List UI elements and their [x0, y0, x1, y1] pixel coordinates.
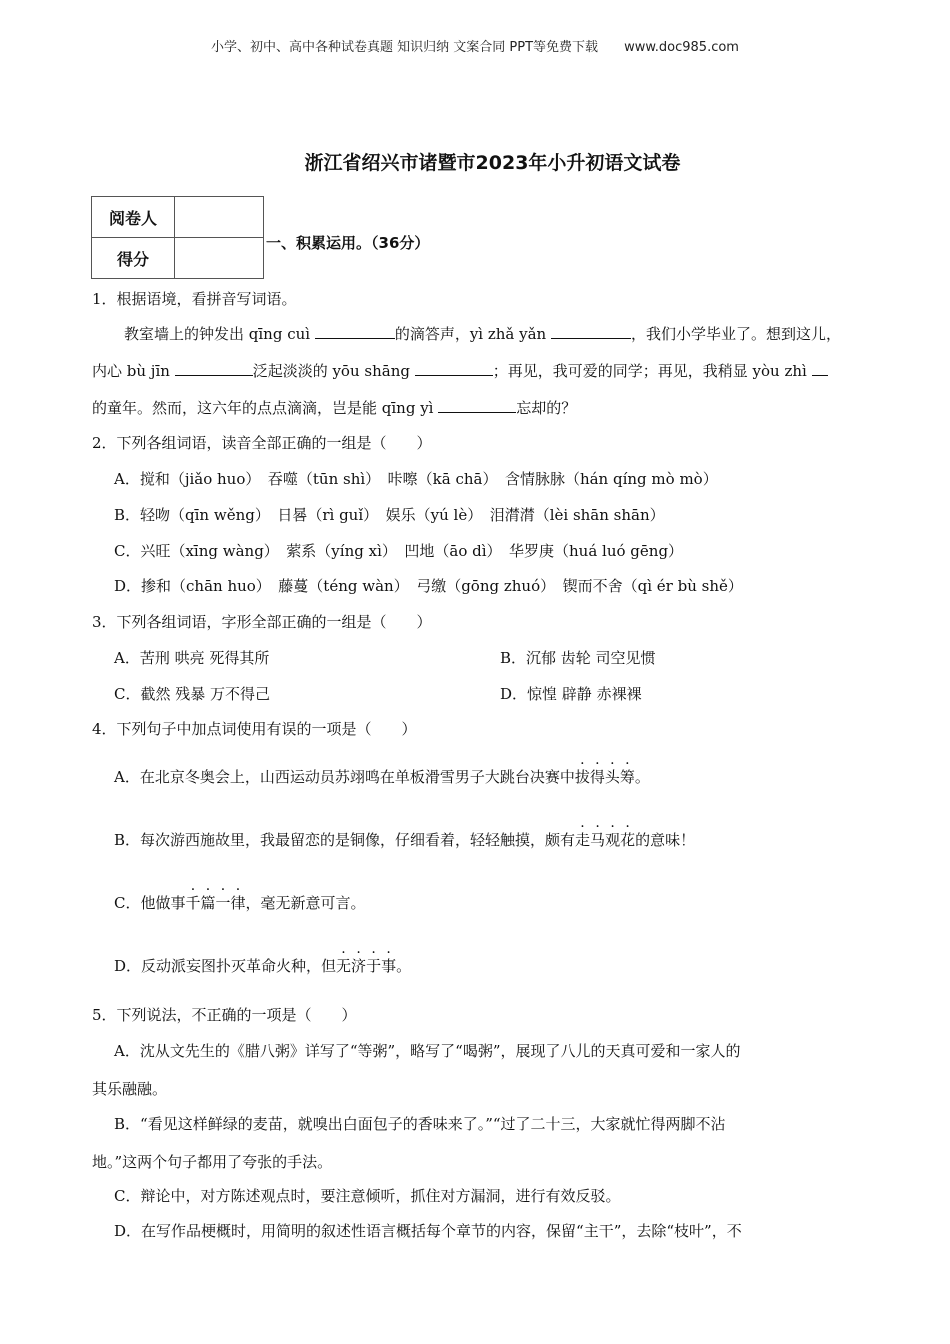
q5-option-b-line2: 地。”这两个句子都用了夸张的手法。: [92, 1153, 333, 1171]
emphasis-char: 一: [215, 894, 231, 912]
answer-blank[interactable]: [315, 324, 395, 339]
q3-option-b: B．沉郁 齿轮 司空见惯: [500, 649, 656, 667]
dotted-word: [336, 957, 396, 975]
q4-option-b: B．每次游西施故里，我最留恋的是铜像，仔细看着，轻轻触摸，颇有走马观花的意味！: [114, 831, 696, 849]
q3-stem: 3．下列各组词语，字形全部正确的一组是（ ）: [92, 613, 432, 631]
section-heading: 一、积累运用。（36分）: [266, 234, 430, 252]
emphasis-char: 千: [185, 894, 201, 912]
q1-line2: 内心 bù jīn 泛起淡淡的 yōu shāng ；再见，我可爱的同学；再见，我稍显 yòu zhì: [92, 360, 828, 381]
q4-option-d: D．反动派妄图扑灭革命火种，但无济于事。: [114, 957, 412, 975]
emphasis-char: 得: [589, 768, 605, 786]
q1-stem: 1．根据语境，看拼音写词语。: [92, 290, 297, 308]
score-label: 得分: [92, 238, 175, 279]
answer-blank[interactable]: [415, 361, 493, 376]
q2-stem: 2．下列各组词语，读音全部正确的一组是（ ）: [92, 434, 432, 452]
q3-option-d: D．惊惶 辟静 赤裸裸: [500, 685, 642, 703]
emphasis-char: 篇: [200, 894, 216, 912]
emphasis-char: 马: [590, 831, 606, 849]
answer-blank[interactable]: [551, 324, 631, 339]
emphasis-char: 于: [366, 957, 382, 975]
q4-stem: 4．下列句子中加点词使用有误的一项是（ ）: [92, 720, 417, 738]
q2-option-c: C．兴旺（xīng wàng） 萦系（yíng xì） 凹地（āo dì） 华罗庚（huá luó gēng）: [114, 542, 684, 560]
q3-option-a: A．苦刑 哄亮 死得其所: [114, 649, 270, 667]
q3-option-c: C．截然 残暴 万不得己: [114, 685, 271, 703]
q5-option-d: D．在写作品梗概时，用简明的叙述性语言概括每个章节的内容，保留“主干”，去除“枝叶”，不: [114, 1222, 742, 1240]
emphasis-char: 筹: [619, 768, 635, 786]
q2-option-a: A．搅和（jiǎo huo） 吞噬（tūn shì） 咔嚓（kā chā） 含情脉脉（hán qíng mò mò）: [114, 470, 718, 488]
emphasis-char: 拔: [574, 768, 590, 786]
answer-blank[interactable]: [175, 361, 253, 376]
q5-option-a-line1: A．沈从文先生的《腊八粥》详写了“等粥”，略写了“喝粥”，展现了八儿的天真可爱和一家人的: [114, 1042, 741, 1060]
q1-line3: 的童年。然而，这六年的点点滴滴，岂是能 qīng yì 忘却的？: [92, 399, 577, 417]
emphasis-char: 走: [575, 831, 591, 849]
emphasis-char: 律: [230, 894, 246, 912]
dotted-word: [575, 831, 635, 849]
q4-option-a: A．在北京冬奥会上，山西运动员苏翊鸣在单板滑雪男子大跳台决赛中拔得头筹。: [114, 768, 650, 786]
q1-line1: 教室墙上的钟发出 qīng cuì 的滴答声，yì zhǎ yǎn ，我们小学毕业了。想到这儿，: [124, 325, 842, 343]
q5-option-b-line1: B．“看见这样鲜绿的麦苗，就嗅出白面包子的香味来了。”“过了二十三，大家就忙得两脚不沾: [114, 1115, 726, 1133]
score-cell: [175, 238, 264, 279]
q5-stem: 5．下列说法，不正确的一项是（ ）: [92, 1006, 357, 1024]
score-table: [91, 196, 264, 279]
emphasis-char: 无: [336, 957, 352, 975]
q5-option-a-line2: 其乐融融。: [92, 1080, 168, 1098]
q4-option-c: C．他做事千篇一律，毫无新意可言。: [114, 894, 366, 912]
q2-option-d: D．掺和（chān huo） 藤蔓（téng wàn） 弓缴（gōng zhuó） 锲而不舍（qì ér bù shě）: [114, 577, 743, 595]
dotted-word: [185, 894, 245, 912]
q2-option-b: B．轻吻（qīn wěng） 日晷（rì guǐ） 娱乐（yú lè） 泪潸潸（lèi shān shān）: [114, 506, 665, 524]
emphasis-char: 观: [605, 831, 621, 849]
grader-cell: [175, 197, 264, 238]
dotted-word: [575, 768, 635, 786]
site-url[interactable]: www.doc985.com: [624, 40, 739, 55]
emphasis-char: 济: [351, 957, 367, 975]
q5-option-c: C．辩论中，对方陈述观点时，要注意倾听，抓住对方漏洞，进行有效反驳。: [114, 1187, 621, 1205]
page-title: 浙江省绍兴市诸暨市2023年小升初语文试卷: [304, 152, 681, 174]
emphasis-char: 事: [381, 957, 397, 975]
answer-blank[interactable]: [812, 361, 828, 376]
emphasis-char: 花: [620, 831, 636, 849]
emphasis-char: 头: [604, 768, 620, 786]
answer-blank[interactable]: [438, 398, 516, 413]
page-header: 小学、初中、高中各种试卷真题 知识归纳 文案合同 PPT等免费下载 www.doc985.com: [211, 40, 739, 55]
grader-label: 阅卷人: [92, 197, 175, 238]
